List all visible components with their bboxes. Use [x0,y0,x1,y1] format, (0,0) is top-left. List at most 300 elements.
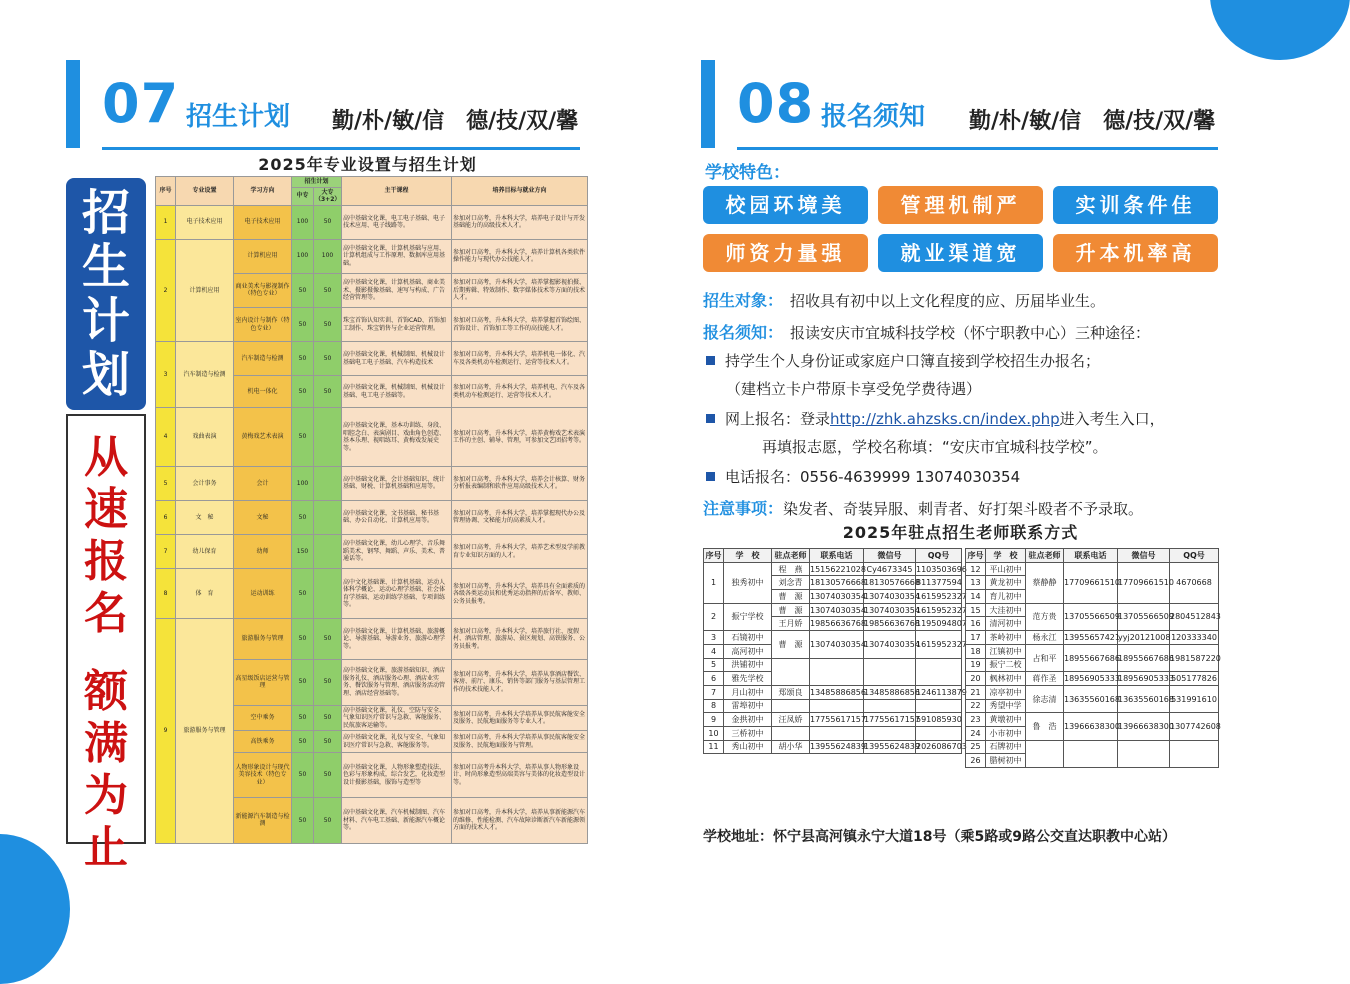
table-cell: 13485886856 [864,685,916,699]
way-2-prefix: 网上报名：登录 [725,410,831,428]
table-cell: Cy4673345 [864,562,916,576]
way-3-text: 电话报名：0556-4639999 13074030354 [725,468,1021,486]
table-cell: 100 [292,466,314,500]
target-label: 招生对象： [703,291,776,310]
table-cell: 4 [704,644,724,658]
table-cell: 18956905333 [1064,672,1118,686]
table-cell: 会计 [234,466,292,500]
table-cell: 高中基础文化课，机械制图、机械设计基础、电工电子基础等。 [342,376,452,408]
table-cell: 18130576668 [810,576,864,590]
table-cell [314,466,342,500]
header-course: 主干课程 [342,177,452,206]
table-cell: 黄梅戏艺术表演 [234,408,292,466]
table-cell: 50 [292,342,314,376]
apply-label: 报名须知： [703,323,776,342]
banner-char: 满 [84,718,128,769]
table-cell: 郑颂良 [772,685,810,699]
table-cell: 王月娇 [772,617,810,631]
table-cell: 5 [704,658,724,672]
banner-char: 从 [84,432,128,483]
table-cell: 参加对口高考，升本科大学，培养旅行社、度假村、酒店管理、旅游局、景区规划、高铁服务、公务员报考。 [452,619,588,659]
table-cell: 高中基础文化课，人物形象塑造技法、色彩与形象构成，综合发艺，化妆造型设计摄影基础，服饰与造型等 [342,753,452,797]
table-cell: 珠宝首饰认知实训、首饰CAD、首饰加工制作、珠宝销售与企业运营管理。 [342,307,452,341]
way-3 [706,466,1020,487]
table-cell: 室内设计与制作（特色专业） [234,307,292,341]
table-row [156,619,588,659]
table-cell: 1 [156,205,176,239]
table-cell: 25 [966,740,986,754]
table-cell [810,658,864,685]
table-cell: 50 [314,753,342,797]
banner-char: 止 [84,822,128,873]
table-cell: 高中基础文化课，计算机基础、旅游概论、导游基础、导游业务、旅游心理学等。 [342,619,452,659]
table-row [966,644,1219,658]
table-cell: 13705566509 [1064,603,1118,630]
table-cell: 高中基础文化课，会计基础知识、统计基础、财税、计算机基础和应用等。 [342,466,452,500]
table-cell: 幼儿保育 [176,535,234,569]
banner-char: 额 [84,666,128,717]
table-cell: 13635560168 [1064,685,1118,712]
feature-badge: 师资力量强 [703,234,868,272]
table-cell: 占和平 [1026,644,1064,671]
table-cell: 参加对口高考，升本科大学，培养从事酒店餐饮、客房、前厅、康乐、销售等部门服务与基层管理工作的技术技能人才。 [452,659,588,705]
section-title: 报名须知 [821,102,926,132]
table-cell: 汽车制造与检测 [176,342,234,408]
table-cell: 50 [314,307,342,341]
table-cell: 杨永江 [1026,631,1064,645]
table-cell: 高中基础文化课，幼儿心理学、音乐舞蹈美术、钢琴、舞蹈、声乐、美术、普通话等。 [342,535,452,569]
table-cell: 120333340 [1170,631,1219,645]
table-row [704,562,962,576]
table-cell: 参加对口高考，升本科大学，培养掌握影视拍摄、后期剪辑、特效制作、数字媒体技术等方面的技术人才。 [452,273,588,307]
table-cell: 4 [156,408,176,466]
section-header-08 [701,60,1218,150]
table-cell: 50 [314,797,342,843]
table-row [156,205,588,239]
table-row [966,631,1219,645]
table-cell [772,658,810,685]
table-cell: 新能源汽车制造与检测 [234,797,292,843]
table-cell: 18955667686 [1118,644,1170,671]
table-cell: 高中基础文化课，旅游基础知识、酒店服务礼仪、酒店服务心理、酒店业实务、餐饮服务与管理、酒店服务活动管理、酒店经营基础等。 [342,659,452,705]
table-cell: 13955624839 [864,740,916,754]
table-row [156,342,588,376]
table-cell: 蒋作圣 [1026,672,1064,686]
table-cell: 20 [966,672,986,686]
registration-link[interactable]: http://zhk.ahzsks.cn/index.php [830,410,1060,428]
table-row [156,239,588,273]
table-row [966,685,1219,699]
feature-badge: 就业渠道宽 [878,234,1043,272]
table-cell: 凉亭初中 [986,685,1026,699]
table-cell: 高河初中 [724,644,772,658]
table-cell: 8 [704,699,724,713]
table-cell: 50 [314,659,342,705]
table-cell: 18 [966,644,986,658]
header-major: 专业设置 [176,177,234,206]
header-plan: 招生计划 [292,177,342,188]
school-address: 学校地址：怀宁县高河镇永宁大道18号（乘5路或9路公交直达职教中心站） [703,829,1176,845]
table-cell: 电子技术应用 [176,205,234,239]
slogan: 勤/朴/敏/信 德/技/双/馨 [969,109,1216,134]
table-cell: 50 [292,619,314,659]
header-underline [102,147,580,150]
table-row [704,603,962,617]
table-row [704,713,962,727]
table-cell: 4670668 [1170,562,1219,603]
contact-header: 驻点老师 [772,549,810,563]
feature-badge: 升本机率高 [1053,234,1218,272]
table-row [966,713,1219,727]
table-cell: 50 [292,753,314,797]
table-row [966,562,1219,576]
header-direction: 学习方向 [234,177,292,206]
table-cell [810,699,864,713]
table-row [966,603,1219,617]
table-cell: 505177826 [1170,672,1219,686]
contact-header: 学 校 [724,549,772,563]
table-cell: yyj20121008 [1118,631,1170,645]
table-cell: 秀山初中 [724,740,772,754]
section-number: 07 [102,72,180,135]
table-cell: 曹 源 [772,603,810,617]
table-cell: 黄墩初中 [986,713,1026,727]
table-cell: 18955667686 [1064,644,1118,671]
table-cell: 蔡静静 [1026,562,1064,603]
table-cell: 1615952327 [916,631,962,658]
header-goal: 培养目标与就业方向 [452,177,588,206]
contact-header: 微信号 [1118,549,1170,563]
table-cell: 1246113879 [916,685,962,699]
header-underline [737,147,1218,150]
table-cell: 茶岭初中 [986,631,1026,645]
table-cell: 50 [314,731,342,753]
banner-char: 划 [81,347,130,403]
banner-char: 速 [84,484,128,535]
table-cell: 1615952327 [916,590,962,604]
table-cell: 枫林初中 [986,672,1026,686]
way-2 [706,408,1165,429]
table-cell: 参加对口高考，升本科大学，培养掌握首饰绘图、首饰设计、首饰加工等工作的高技能人才。 [452,307,588,341]
table-cell: 13485886856 [810,685,864,699]
table-cell: 江镇初中 [986,644,1026,658]
table-cell: 雷埠初中 [724,699,772,713]
table-row [704,699,962,713]
table-cell: 2 [156,239,176,341]
corner-decoration [1210,0,1350,60]
table-cell: 19 [966,658,986,672]
table-row [704,726,962,740]
table-cell: 三桥初中 [724,726,772,740]
table-cell: 秀望中学 [986,699,1026,713]
table-cell: 15 [966,603,986,617]
table-cell: 16 [966,617,986,631]
table-cell: 参加对口高考，升本科大学，培养掌握现代办公及管理协调、文秘能力的高素质人才。 [452,500,588,534]
table-cell: 参加对口高考，升本科大学培养从事民航客舱安全及服务、民航地面服务等专业人才。 [452,705,588,731]
table-cell: 13705566509 [1118,603,1170,630]
table-cell: 文秘 [234,500,292,534]
contact-table-right [965,548,1219,768]
table-cell: 幼师 [234,535,292,569]
table-cell: 金拱初中 [724,713,772,727]
table-cell: 会计事务 [176,466,234,500]
table-cell: 文 秘 [176,500,234,534]
table-cell: 2026086703 [916,740,962,754]
table-cell: 7 [704,685,724,699]
target-line [703,288,1105,311]
banner-char: 名 [84,588,128,639]
table-cell: 50 [292,273,314,307]
table-cell: 50 [292,569,314,619]
table-cell: 13966638300 [1118,713,1170,740]
table-cell: 21 [966,685,986,699]
table-cell: 旅游服务与管理 [234,619,292,659]
table-cell: 24 [966,726,986,740]
table-row [704,740,962,754]
table-cell: 17709661510 [1064,562,1118,603]
banner-char: 生 [81,239,130,295]
table-cell: 2804512843 [1170,603,1219,630]
table-cell [916,658,962,685]
table-cell: 9 [704,713,724,727]
table-cell: 计算机应用 [176,239,234,341]
table-cell: 1307742608 [1170,713,1219,740]
feature-label: 学校特色： [705,163,790,183]
table-cell: 50 [314,273,342,307]
table-cell: 50 [314,376,342,408]
table-cell: 高中基础文化课，汽车机械制图、汽车材料、汽车电工基础、新能源汽车概论等。 [342,797,452,843]
table-cell: 17755617157 [864,713,916,727]
table-cell [314,535,342,569]
table-cell: 洪铺初中 [724,658,772,672]
note-text: 染发者、奇装异服、刺青者、好打架斗殴者不予录取。 [783,500,1144,518]
table-cell [864,699,916,713]
feature-badge: 管理机制严 [878,186,1043,224]
table-cell [772,726,810,740]
banner-char: 计 [81,293,130,349]
way-1-text: 持学生个人身份证或家庭户口簿直接到学校招生办报名； [725,352,1101,370]
table-cell: 高中基础文化课，电工电子基础、电子技术应用、电子线路等。 [342,205,452,239]
table-cell: 1 [704,562,724,603]
banner-char: 报 [84,536,128,587]
table-cell: 12 [966,562,986,576]
table-cell: 鲁 浩 [1026,713,1064,740]
table-cell: 体 育 [176,569,234,619]
table-cell: 9 [156,619,176,844]
table-cell: 月山初中 [724,685,772,699]
table-cell: 14 [966,590,986,604]
table-cell: 100 [292,239,314,273]
header-seq: 序号 [156,177,176,206]
table-cell: 平山初中 [986,562,1026,576]
table-cell: 13074030354 [810,590,864,604]
table-cell: 高中文化基础课、计算机基础、运动人体科学概论、运动心理学基础、社会体育学基础、运动训练学基础、专项训练等。 [342,569,452,619]
table-cell: 591085930 [916,713,962,727]
apply-text: 报读安庆市宜城科技学校（怀宁职教中心）三种途径： [790,324,1151,342]
table-cell: 高铁乘务 [234,731,292,753]
table-cell: 石牌初中 [986,740,1026,754]
table-cell: 振宁学校 [724,603,772,630]
table-cell: 曹 源 [772,590,810,604]
table-cell: 50 [292,705,314,731]
corner-decoration [0,834,70,984]
table-cell: 育儿初中 [986,590,1026,604]
table-cell: 高星级饭店运营与管理 [234,659,292,705]
table-cell: 100 [314,239,342,273]
note-line [703,496,1143,519]
table-cell: 高中基础文化课，礼仪与安全、气象知识医疗常识与急救、客舱服务等。 [342,731,452,753]
table-cell: 50 [292,659,314,705]
table-cell: 13 [966,576,986,590]
table-cell: 13955657421 [1064,631,1118,645]
table-cell: 高中基础文化课，文书基础、秘书基础、办公自动化、计算机应用等。 [342,500,452,534]
table-cell: 1195094807 [916,617,962,631]
bullet-icon [706,472,715,481]
table-row [156,500,588,534]
section-number: 08 [737,72,815,135]
table-cell: 参加对口高考，升本科大学，培养计算机各类软件操作能力与现代办公技能人才。 [452,239,588,273]
table-cell [916,699,962,713]
table-row [156,466,588,500]
table-cell: 3 [156,342,176,408]
table-cell: 22 [966,699,986,713]
table-cell [864,658,916,685]
contact-header: 学 校 [986,549,1026,563]
table-cell [314,569,342,619]
table-cell: 2 [704,603,724,630]
feature-badge: 实训条件佳 [1053,186,1218,224]
table-row [704,658,962,672]
table-cell: 1615952327 [916,603,962,617]
table-cell: 运动训练 [234,569,292,619]
table-cell: 5 [156,466,176,500]
table-cell: 50 [314,705,342,731]
table-cell: 13074030354 [810,603,864,617]
table-cell: 531991610 [1170,685,1219,712]
table-cell: 150 [292,535,314,569]
way-1-note: （建档立卡户带原卡享受免学费待遇） [726,380,982,398]
table-row [704,631,962,645]
table-cell: 参加对口高考，升本科大学，培养具有全面素质的各级各类运动员和优秀运动指挥的后备军、教师、公务员报考。 [452,569,588,619]
table-cell: 50 [314,619,342,659]
contact-header: QQ号 [1170,549,1219,563]
table-cell: 参加对口高考，升本科大学，培养电子设计与开发基础能力的高级技术人才。 [452,205,588,239]
table-cell: 参加对口高考，升本科大学培养从事民航客舱安全及服务、民航地面服务与管理。 [452,731,588,753]
table-cell: 高中基础文化课，基本功训练、身段、唱腔念白、表演剧目、戏曲角色创造、基本乐理、视唱练耳、黄梅戏发展史等。 [342,408,452,466]
table-cell: 19856636768 [810,617,864,631]
table-cell: 13074030354 [810,631,864,658]
table-cell: 8 [156,569,176,619]
table-cell: 高中基础文化课，计算机基础与应用、计算机组成与工作原理、数据库应用基础。 [342,239,452,273]
table-cell: 参加对口高考，升本科大学，培养从事新能源汽车的维修、性能检测、汽车故障诊断新汽车新能源领方面的技术人才。 [452,797,588,843]
contact-table-left [703,548,967,754]
table-cell: 11 [704,740,724,754]
header-accent-bar [66,60,80,148]
target-text: 招收具有初中以上文化程度的应、历届毕业生。 [790,292,1106,310]
table-cell: 范方贵 [1026,603,1064,630]
table-cell: 曹 源 [772,631,810,658]
way-2-suffix: 进入考生入口， [1059,410,1165,428]
table-cell: 6 [704,672,724,686]
table-row [156,569,588,619]
table-cell: 17755617157 [810,713,864,727]
table-cell [916,726,962,740]
contact-header: 序号 [704,549,724,563]
table-cell: 13074030354 [864,603,916,617]
header-dz: 大专（3+2） [315,188,341,203]
table-row [966,672,1219,686]
table-cell: 811377594 [916,576,962,590]
table-row [704,685,962,699]
table-cell: 电子技术应用 [234,205,292,239]
table-cell: 清河初中 [986,617,1026,631]
table-cell: 7 [156,535,176,569]
table-cell [314,500,342,534]
table-cell: 程 燕 [772,562,810,576]
contact-header: QQ号 [916,549,962,563]
table-cell: 18130576668 [864,576,916,590]
table-cell: 50 [292,797,314,843]
table-cell: 高中基础文化课，计算机基础、商业美术、摄影摄像基础、速写与构成、广告经营管理等。 [342,273,452,307]
table-cell: 戏曲表演 [176,408,234,466]
banner-char: 招 [81,185,130,241]
table-cell: 腊树初中 [986,754,1026,768]
table-cell: 计算机应用 [234,239,292,273]
table-cell: 50 [314,205,342,239]
slogan: 勤/朴/敏/信 德/技/双/馨 [332,109,579,134]
header-zz: 中专 [292,187,314,205]
table-cell [864,726,916,740]
contact-header: 微信号 [864,549,916,563]
table-cell: 19856636768 [864,617,916,631]
table-cell [1064,740,1118,767]
table-cell: 23 [966,713,986,727]
plan-title: 2025年专业设置与招生计划 [258,155,477,174]
table-cell: 100 [292,205,314,239]
table-cell [1026,740,1064,767]
table-cell: 1981587220 [1170,644,1219,671]
table-cell: 小市初中 [986,726,1026,740]
table-row [156,535,588,569]
banner-enrollment-plan [66,178,146,410]
contact-title: 2025年驻点招生老师联系方式 [842,523,1079,542]
section-header-07 [66,60,580,150]
table-cell: 旅游服务与管理 [176,619,234,844]
table-cell: 黄龙初中 [986,576,1026,590]
table-cell [1118,740,1170,767]
plan-table [155,176,588,844]
feature-badge: 校园环境美 [703,186,868,224]
contact-header: 驻点老师 [1026,549,1064,563]
table-cell: 26 [966,754,986,768]
table-cell: 50 [292,376,314,408]
table-cell: 高中基础文化课，礼仪、空防与安全、气象知识医疗常识与急救、客舱服务、民航旅客运输等。 [342,705,452,731]
table-cell: 参加对口高考升本科大学，培养从事人物形象设计、时尚形象造型高端美容与美体的化妆造型设计等。 [452,753,588,797]
table-cell: 刘念青 [772,576,810,590]
way-1 [706,350,1100,371]
table-cell: 6 [156,500,176,534]
table-cell [772,699,810,713]
section-title: 招生计划 [186,102,291,132]
contact-header: 联系电话 [1064,549,1118,563]
banner-apply-now [66,414,146,873]
table-cell: 汪凤娇 [772,713,810,727]
table-cell: 参加对口高考，升本科大学，培养机电、汽车及各类机动车检测运行、运营等技术人才。 [452,376,588,408]
table-cell: 50 [314,342,342,376]
table-cell: 17 [966,631,986,645]
table-cell [314,408,342,466]
table-cell [1170,740,1219,767]
